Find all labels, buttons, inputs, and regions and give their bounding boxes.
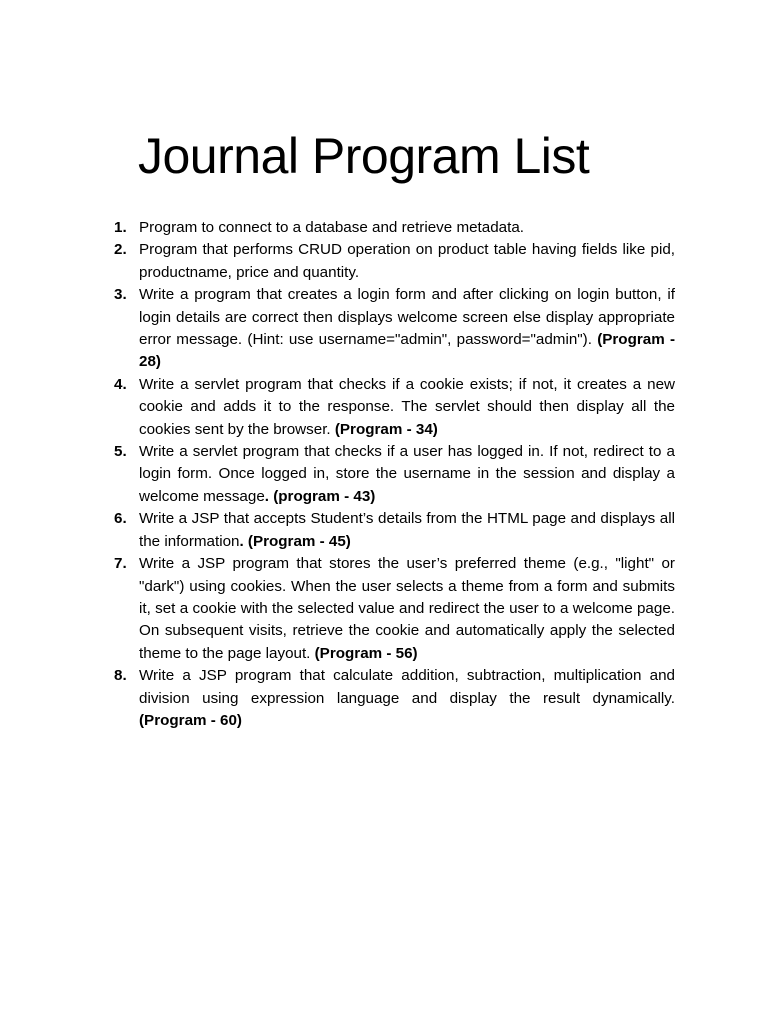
list-item [114, 284, 675, 374]
item-number: 7. [114, 555, 127, 573]
list-item [114, 217, 675, 239]
list-item [114, 374, 675, 441]
item-body [139, 374, 675, 441]
item-body [139, 553, 675, 665]
item-text: Write a JSP program that stores the user’s preferred theme (e.g., "light" or "dark") using cookies. When the user selects a theme from a form and submits it, set a cookie with the selected value and redirect the user to a welcome page. On subsequent visits, retrieve the cookie and automatically apply the selected theme to the page layout. [139, 555, 675, 662]
item-body [139, 665, 675, 732]
item-program-ref: . (program - 43) [264, 487, 376, 505]
item-text: Write a JSP that accepts Student’s details from the HTML page and displays all the information [139, 510, 675, 550]
item-number: 4. [114, 375, 127, 393]
list-item [114, 553, 675, 665]
item-text: Write a JSP program that calculate addition, subtraction, multiplication and division using expression language and display the result dynamically. [139, 667, 675, 707]
item-text: Write a program that creates a login form and after clicking on login button, if login details are correct then displays welcome screen else display appropriate error message. (Hint: use username="admin", password="admin"). [139, 286, 675, 349]
item-number: 8. [114, 667, 127, 685]
item-program-ref: . (Program - 45) [239, 532, 351, 550]
item-program-ref: (Program - 34) [334, 420, 438, 438]
item-program-ref: (Program - 28) [139, 331, 675, 371]
item-number: 6. [114, 510, 127, 528]
item-body [139, 239, 675, 284]
item-number: 1. [114, 219, 127, 236]
item-number: 3. [114, 286, 127, 304]
item-number: 5. [114, 443, 127, 461]
list-item [114, 441, 675, 508]
item-text: Program to connect to a database and retrieve metadata. [139, 219, 524, 236]
item-body [139, 441, 675, 508]
item-text: Program that performs CRUD operation on product table having fields like pid, productname, price and quantity. [139, 241, 675, 281]
list-item [114, 239, 675, 284]
item-text: Write a servlet program that checks if a cookie exists; if not, it creates a new cookie and adds it to the response. The servlet should then display all the cookies sent by the browser. [139, 375, 675, 438]
item-number: 2. [114, 241, 127, 259]
item-program-ref: (Program - 56) [314, 644, 418, 662]
item-body [139, 508, 675, 553]
page-title: Journal Program List [138, 128, 590, 184]
item-program-ref: (Program - 60) [139, 711, 242, 729]
program-list [114, 217, 675, 732]
list-item [114, 665, 675, 732]
list-item [114, 508, 675, 553]
item-body [139, 284, 675, 374]
item-body [139, 217, 675, 239]
item-text: Write a servlet program that checks if a user has logged in. If not, redirect to a login form. Once logged in, store the username in the session and display a welcome message [139, 443, 675, 505]
